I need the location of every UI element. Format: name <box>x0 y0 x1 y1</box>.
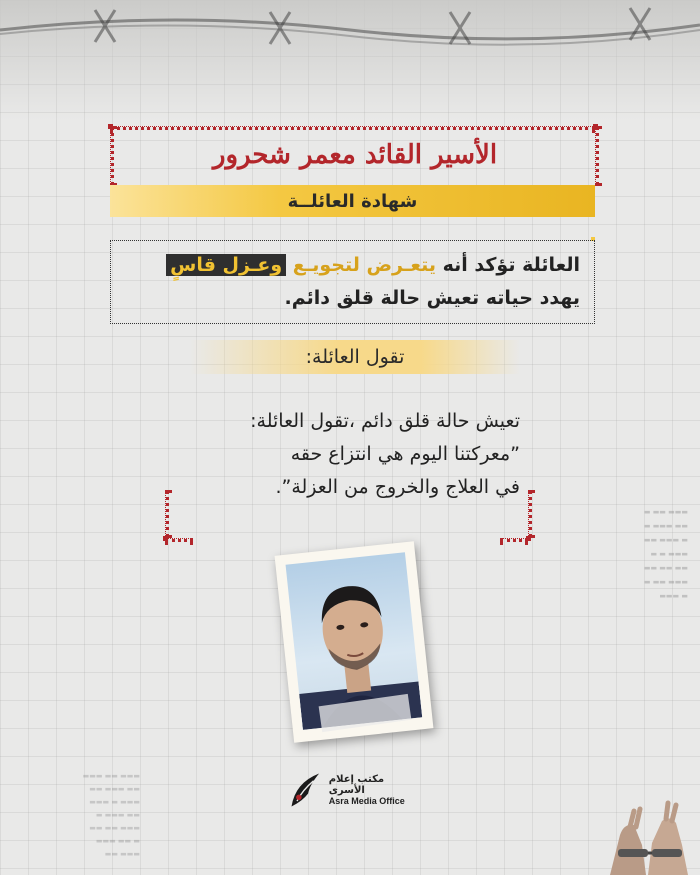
section-label-bar <box>110 185 595 217</box>
statement-highlight-dark: وعـزل قاسٍ <box>166 254 286 276</box>
decorative-background-text-left: ▬▬▬ ▬▬ ▬▬▬ ▬▬ ▬▬▬ ▬▬ ▬▬▬ ▬ ▬▬▬ ▬▬ ▬▬▬ ▬ ▬▬▬ ▬▬ ▬▬ ▬ ▬▬ ▬▬▬ ▬▬▬ ▬▬ <box>82 772 140 858</box>
family-quote <box>140 405 520 504</box>
frame-corner-dot <box>108 124 113 129</box>
barbed-wire-graphic <box>0 0 700 90</box>
statement-box <box>110 240 595 324</box>
frame-top-line <box>110 126 595 130</box>
statement-line-1 <box>125 249 580 282</box>
quote-line-1: تعيش حالة قلق دائم ،تقول العائلة: <box>250 410 520 432</box>
quote-line-2: ”معركتنا اليوم هي انتزاع حقه <box>290 443 520 465</box>
frame-left-line <box>110 126 114 186</box>
subheading: تقول العائلة: <box>305 346 405 368</box>
decorative-background-text: ▬▬▬ ▬▬ ▬ ▬▬ ▬▬▬ ▬ ▬ ▬▬▬ ▬▬ ▬▬▬ ▬ ▬ ▬▬ ▬▬ ▬▬ ▬▬▬ ▬▬ ▬ ▬ ▬▬▬ <box>643 508 688 600</box>
frame-bottom-right-line <box>500 538 528 542</box>
logo-english-text: Asra Media Office <box>328 796 405 806</box>
frame-lower-right-line <box>528 490 532 538</box>
frame-corner-dot <box>593 124 598 129</box>
quote-line-3: في العلاج والخروج من العزلة”. <box>275 476 520 498</box>
frame-right-line <box>595 126 599 186</box>
frame-corner-dot <box>163 536 168 541</box>
frame-corner-dot <box>526 536 531 541</box>
subheading-bar <box>190 340 520 374</box>
statement-plain: العائلة تؤكد أنه <box>442 254 580 276</box>
statement-highlight-yellow: يتعـرض لتجويـع <box>292 254 436 276</box>
feather-logo-icon <box>286 768 323 812</box>
frame-bottom-left-line <box>165 538 193 542</box>
chained-hands-graphic <box>590 775 700 875</box>
page-title: الأسير القائد معمر شحرور <box>212 140 498 170</box>
statement-line-2: يهدد حياته تعيش حالة قلق دائم. <box>284 287 580 309</box>
asra-media-logo <box>286 765 416 815</box>
logo-arabic-text: مكتب إعلام الأسرى <box>328 774 385 796</box>
section-label: شهادة العائلــة <box>287 190 418 212</box>
